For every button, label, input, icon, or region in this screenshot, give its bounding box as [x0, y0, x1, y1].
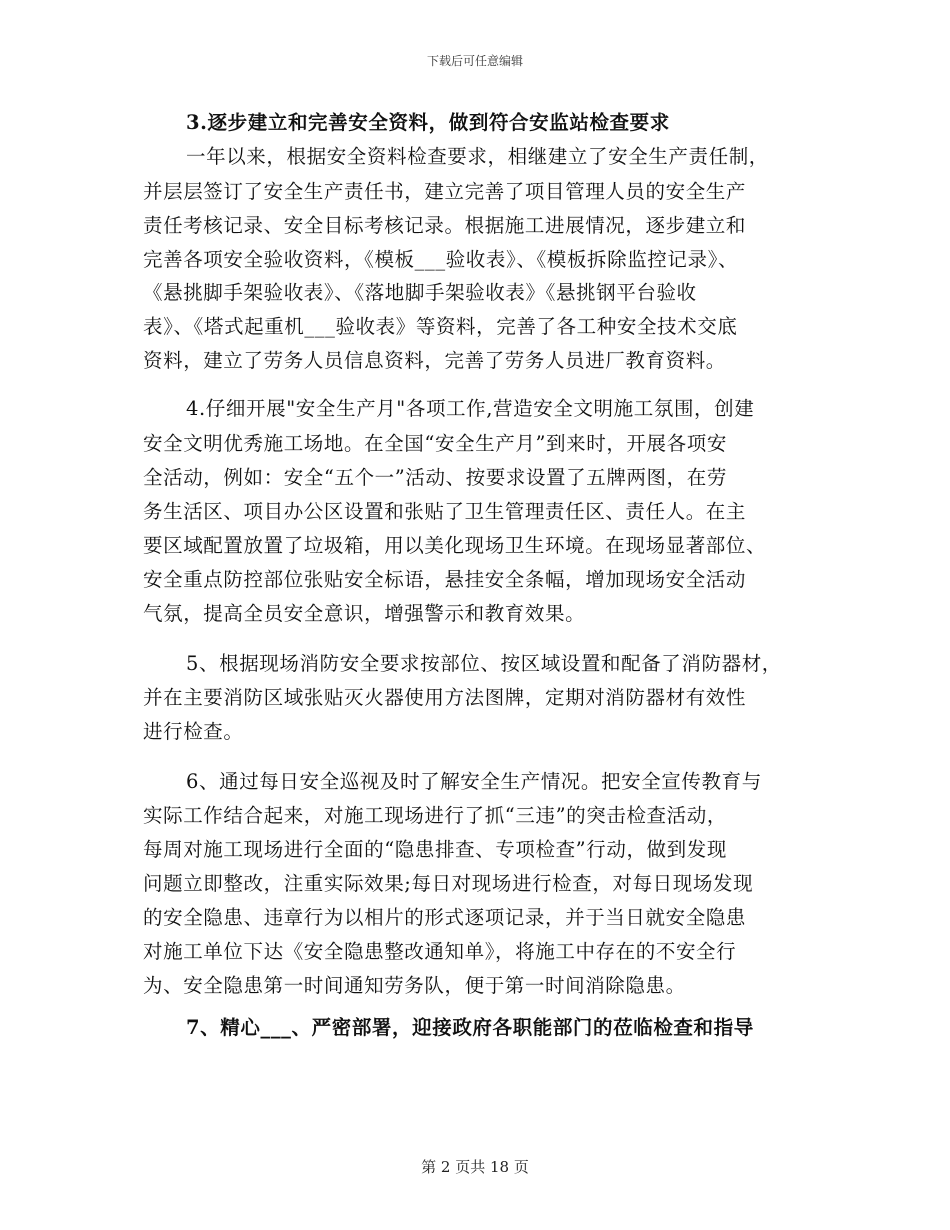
paragraph-line: 对施工单位下达《安全隐患整改通知单》，将施工中存在的不安全行	[143, 940, 737, 963]
paragraph-line: 实际工作结合起来，对施工现场进行了抓“三违”的突击检查活动，	[143, 804, 727, 827]
paragraph-line: 进行检查。	[143, 720, 244, 743]
paragraph-line: 的安全隐患、违章行为以相片的形式逐项记录，并于当日就安全隐患	[143, 906, 747, 929]
paragraph-line: 全活动，例如：安全“五个一”活动、按要求设置了五牌两图，在劳	[143, 466, 727, 489]
paragraph-line: 为、安全隐患第一时间通知劳务队，便于第一时间消除隐患。	[143, 974, 686, 997]
page-number: 第 2 页共 18 页	[421, 1158, 529, 1176]
page-header: 下载后可任意编辑	[426, 54, 523, 68]
paragraph-line: 安全重点防控部位张贴安全标语，悬挂安全条幅，增加现场安全活动	[143, 568, 747, 591]
paragraph-line: 资料，建立了劳务人员信息资料，完善了劳务人员进厂教育资料。	[143, 349, 726, 372]
paragraph-line: 完善各项安全验收资料，《模板___验收表》、《模板拆除监控记录》、	[143, 248, 739, 271]
paragraph-line: 务生活区、项目办公区设置和张贴了卫生管理责任区、责任人。在主	[143, 500, 747, 523]
paragraph-line: 每周对施工现场进行全面的“隐患排查、专项检查”行动，做到发现	[143, 838, 727, 861]
paragraph-line: 并层层签订了安全生产责任书，建立完善了项目管理人员的安全生产	[143, 180, 747, 203]
paragraph-line: 安全文明优秀施工场地。在全国“安全生产月”到来时，开展各项安	[143, 432, 727, 455]
paragraph-line: 6、通过每日安全巡视及时了解安全生产情况。把安全宣传教育与	[186, 770, 762, 793]
paragraph-line: 气氛，提高全员安全意识，增强警示和教育效果。	[143, 602, 586, 625]
paragraph-line: 表》、《塔式起重机___验收表》等资料，完善了各工种安全技术交底	[143, 315, 738, 338]
section-heading: 3.逐步建立和完善安全资料，做到符合安监站检查要求	[186, 111, 670, 134]
paragraph-line: 责任考核记录、安全目标考核记录。根据施工进展情况，逐步建立和	[143, 214, 747, 237]
paragraph-line: 问题立即整改，注重实际效果;每日对现场进行检查，对每日现场发现	[143, 872, 754, 895]
paragraph-line: 4.仔细开展"安全生产月"各项工作,营造安全文明施工氛围，创建	[186, 397, 755, 420]
paragraph-line: 一年以来，根据安全资料检查要求，相继建立了安全生产责任制，	[186, 145, 769, 168]
paragraph-line: 《悬挑脚手架验收表》、《落地脚手架验收表》《悬挑钢平台验收	[143, 281, 697, 304]
paragraph-line: 5、根据现场消防安全要求按部位、按区域设置和配备了消防器材，	[186, 652, 782, 675]
paragraph-line: 要区域配置放置了垃圾箱，用以美化现场卫生环境。在现场显著部位、	[143, 534, 767, 557]
section-heading: 7、精心___、严密部署，迎接政府各职能部门的莅临检查和指导	[186, 1016, 754, 1039]
paragraph-line: 并在主要消防区域张贴灭火器使用方法图牌，定期对消防器材有效性	[143, 686, 747, 709]
